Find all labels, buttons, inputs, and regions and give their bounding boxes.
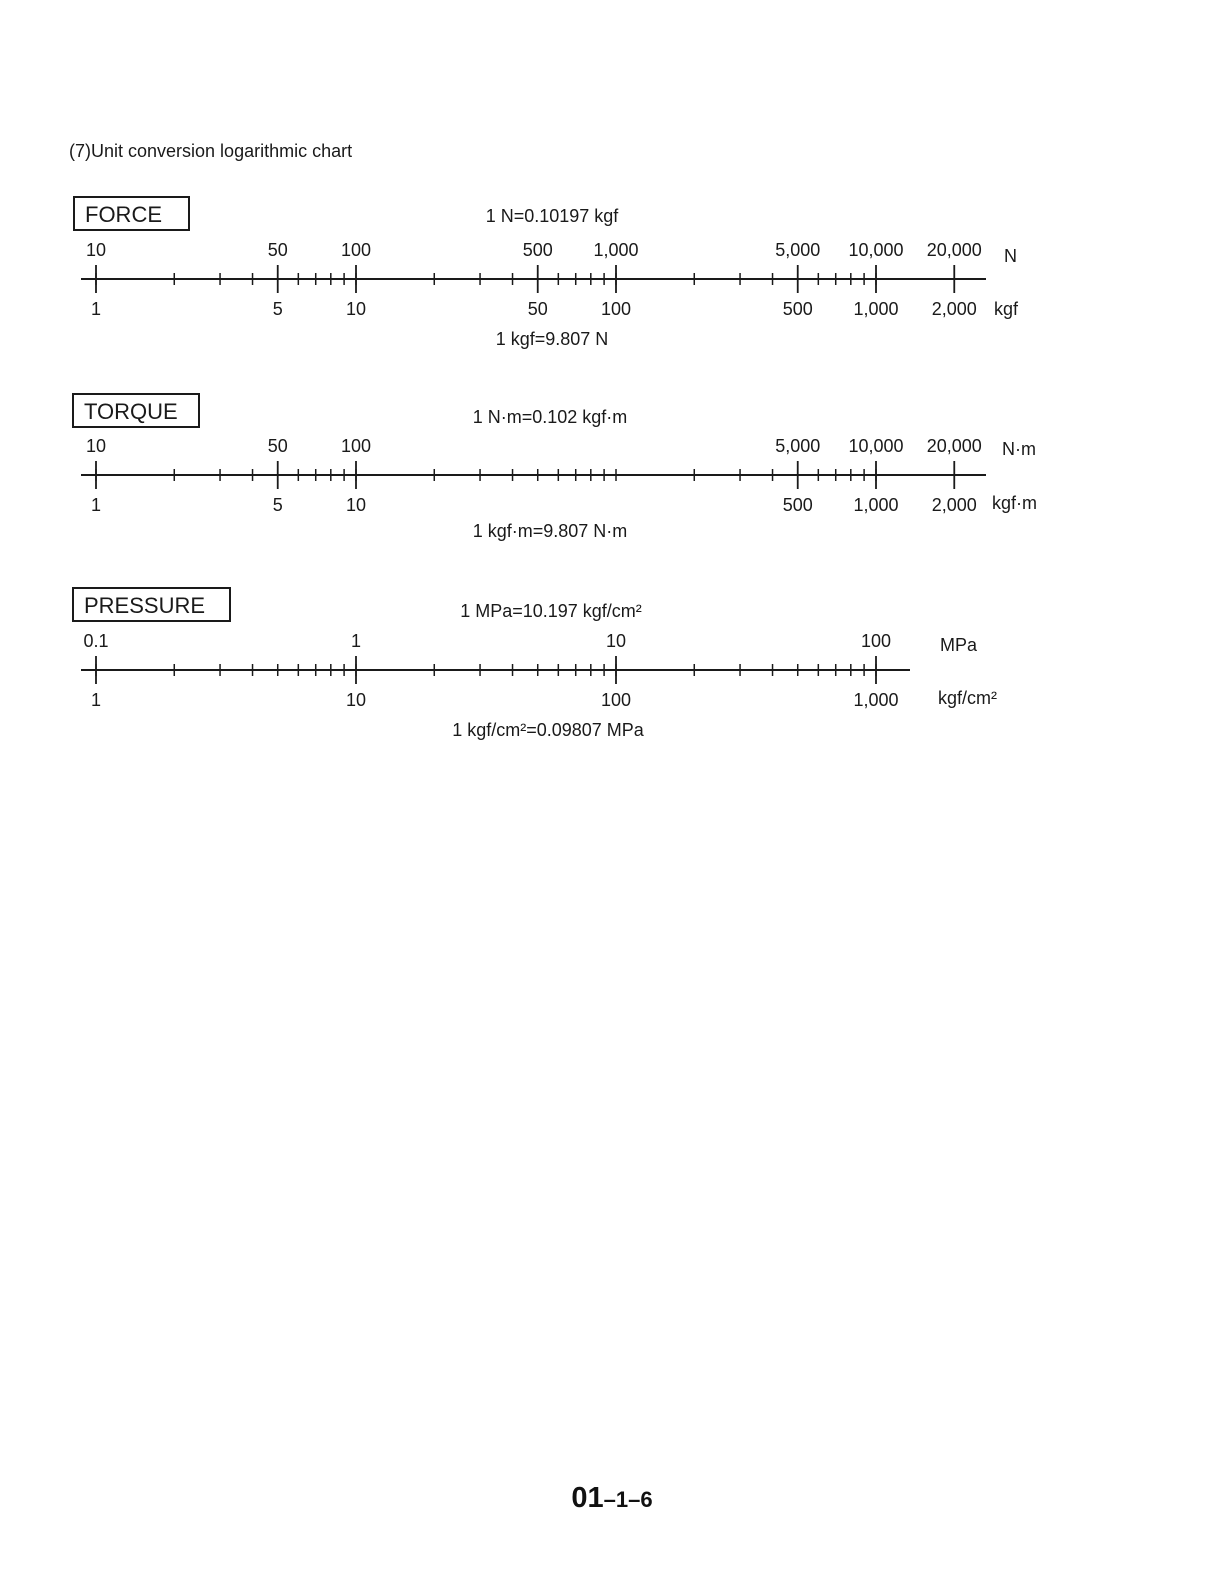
unit-label-top: MPa [940,635,978,655]
unit-label-top: N [1004,246,1017,266]
tick-label-top: 100 [860,631,892,651]
tick-label-top: 10 [85,436,107,456]
tick-label-top: 1 [350,631,362,651]
tick-label-bottom: 100 [600,690,632,710]
unit-label-top: N·m [1002,439,1036,459]
tick-label-bottom: 1,000 [853,495,899,515]
bottom-conversion-note: 1 kgf·m=9.807 N·m [472,521,628,541]
tick-label-bottom: 1 [90,299,102,319]
tick-label-top: 50 [267,436,288,456]
tick-label-top: 50 [267,240,288,260]
page-number-main: 01 [571,1482,604,1514]
tick-label-bottom: 10 [345,299,367,319]
tick-label-top: 0.1 [83,631,109,651]
unit-label-bottom: kgf/cm² [938,688,998,708]
tick-label-top: 20,000 [926,436,982,456]
tick-label-top: 10 [85,240,107,260]
page-number-sub: –1–6 [603,1487,653,1512]
tick-label-bottom: 10 [345,690,367,710]
tick-label-bottom: 500 [782,495,813,515]
tick-label-bottom: 1,000 [853,299,899,319]
tick-label-bottom: 50 [527,299,548,319]
chart-section-pressure [73,588,997,740]
tick-label-bottom: 10 [345,495,367,515]
tick-label-top: 10,000 [848,240,904,260]
tick-label-bottom: 500 [782,299,813,319]
page-heading: (7)Unit conversion logarithmic chart [69,141,353,161]
tick-label-top: 5,000 [775,240,821,260]
top-conversion-note: 1 MPa=10.197 kgf/cm² [460,601,642,621]
tick-label-bottom: 1 [90,495,102,515]
chart-section-torque [73,394,1037,541]
chart-section-force [74,197,1019,349]
tick-label-top: 10,000 [848,436,904,456]
tick-label-bottom: 1,000 [853,690,899,710]
chart-sections [73,197,1037,740]
top-conversion-note: 1 N=0.10197 kgf [485,206,619,226]
tick-label-bottom: 5 [272,495,283,515]
tick-label-top: 20,000 [926,240,982,260]
tick-label-top: 10 [605,631,627,651]
tick-label-bottom: 2,000 [931,495,977,515]
section-title: TORQUE [84,399,178,424]
tick-label-bottom: 5 [272,299,283,319]
tick-label-bottom: 100 [600,299,632,319]
tick-label-top: 100 [340,436,372,456]
tick-label-top: 100 [340,240,372,260]
unit-label-bottom: kgf·m [992,493,1037,513]
tick-label-top: 1,000 [593,240,639,260]
section-title: FORCE [85,202,162,227]
unit-label-bottom: kgf [994,299,1019,319]
bottom-conversion-note: 1 kgf/cm²=0.09807 MPa [452,720,644,740]
tick-label-top: 5,000 [775,436,821,456]
top-conversion-note: 1 N·m=0.102 kgf·m [472,407,628,427]
tick-label-bottom: 2,000 [931,299,977,319]
section-title: PRESSURE [84,593,206,618]
page-number [0,1482,1224,1515]
bottom-conversion-note: 1 kgf=9.807 N [495,329,609,349]
tick-label-top: 500 [522,240,553,260]
tick-label-bottom: 1 [90,690,102,710]
